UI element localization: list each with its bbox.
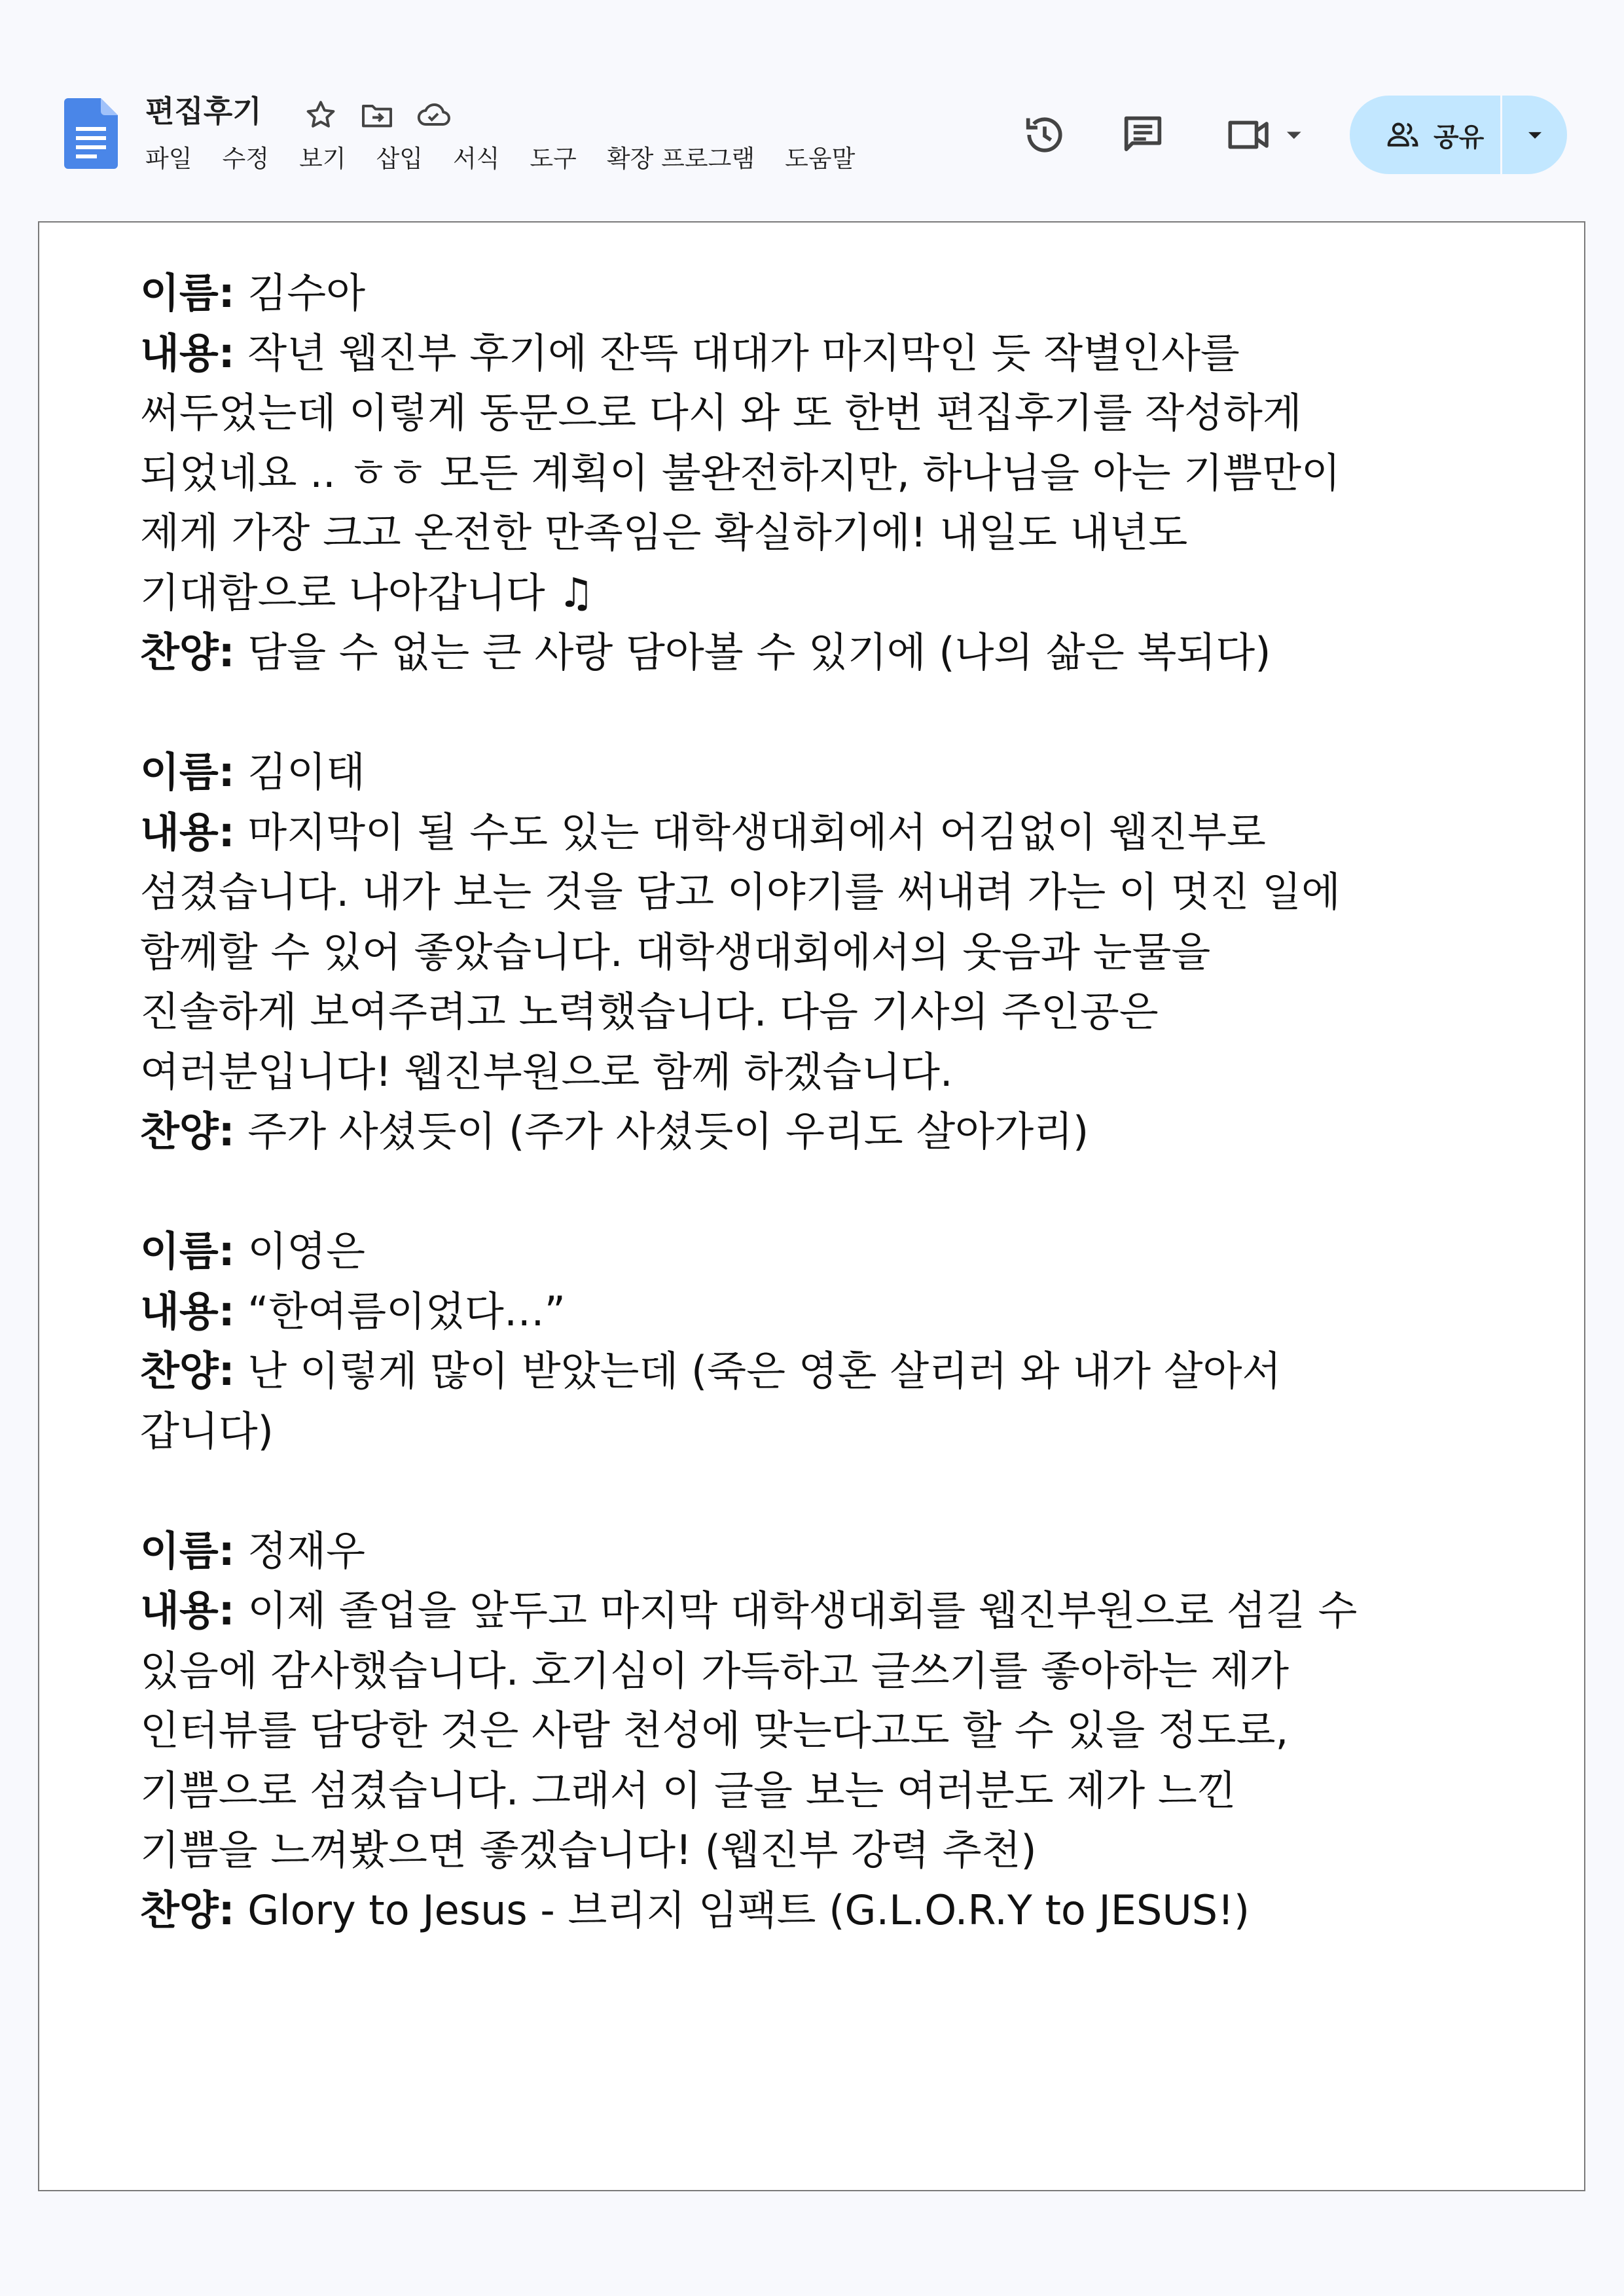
- content-text: 기대함으로 나아갑니다 ♫: [140, 568, 594, 617]
- song-label: 찬양:: [140, 1347, 235, 1395]
- share-button-group: [1350, 96, 1567, 174]
- docs-logo-icon[interactable]: [64, 98, 118, 169]
- comments-button[interactable]: [1118, 110, 1168, 160]
- content-label: 내용:: [140, 808, 235, 856]
- entry-name: 김수아: [247, 269, 365, 317]
- entry-content-line: [140, 1282, 1528, 1342]
- content-text: 써두었는데 이렇게 동문으로 다시 와 또 한번 편집후기를 작성하게: [140, 389, 1302, 437]
- document-body[interactable]: [140, 263, 1528, 1940]
- entry-name-line: [140, 1221, 1528, 1282]
- blank-line: [140, 1162, 1528, 1222]
- menu-item-extensions[interactable]: 확장 프로그램: [606, 145, 755, 173]
- entry-content-line: [140, 323, 1528, 384]
- content-text: 인터뷰를 담당한 것은 사람 천성에 맞는다고도 할 수 있을 정도로,: [140, 1706, 1289, 1754]
- version-history-icon: [1020, 110, 1070, 160]
- entry-content-line: [140, 802, 1528, 863]
- blank-line: [140, 1461, 1528, 1521]
- content-text: 여러분입니다! 웹진부원으로 함께 하겠습니다.: [140, 1047, 953, 1096]
- menu-item-view[interactable]: 보기: [298, 145, 346, 173]
- song-text: 갑니다): [140, 1407, 274, 1455]
- blank-line: [140, 683, 1528, 743]
- name-label: 이름:: [140, 1227, 235, 1275]
- song-label: 찬양:: [140, 628, 235, 676]
- share-button[interactable]: [1350, 96, 1500, 174]
- entry-name: 김이태: [247, 748, 365, 796]
- entry-name-line: [140, 1521, 1528, 1581]
- content-text: 마지막이 될 수도 있는 대학생대회에서 어김없이 웹진부로: [247, 808, 1266, 856]
- entry-name-line: [140, 742, 1528, 802]
- entry-content-line: [140, 1581, 1528, 1641]
- menu-item-edit[interactable]: 수정: [222, 145, 269, 173]
- title-actions: [302, 97, 452, 134]
- document-title[interactable]: 편집후기: [145, 94, 262, 129]
- content-text: 기쁨을 느껴봤으면 좋겠습니다! (웹진부 강력 추천): [140, 1826, 1037, 1874]
- version-history-button[interactable]: [1020, 110, 1070, 160]
- app-header: [0, 0, 1624, 196]
- menu-item-file[interactable]: 파일: [145, 145, 192, 173]
- menu-item-format[interactable]: 서식: [452, 145, 500, 173]
- content-text: 진솔하게 보여주려고 노력했습니다. 다음 기사의 주인공은: [140, 988, 1159, 1035]
- name-label: 이름:: [140, 269, 235, 317]
- content-text: 되었네요 .. ㅎㅎ 모든 계획이 불완전하지만, 하나님을 아는 기쁨만이: [140, 448, 1341, 497]
- content-text: 함께할 수 있어 좋았습니다. 대학생대회에서의 웃음과 눈물을: [140, 927, 1211, 976]
- caret-down-icon: [1522, 122, 1548, 148]
- song-label: 찬양:: [140, 1107, 235, 1155]
- share-options-button[interactable]: [1502, 96, 1567, 174]
- menu-item-insert[interactable]: 삽입: [376, 145, 423, 173]
- content-text: 제게 가장 크고 온전한 만족임은 확실하기에! 내일도 내년도: [140, 509, 1188, 556]
- entry-name: 정재우: [247, 1526, 365, 1575]
- move-to-folder-icon[interactable]: [359, 97, 395, 134]
- people-icon: [1385, 117, 1420, 152]
- entry-name-line: [140, 263, 1528, 323]
- content-text: 작년 웹진부 후기에 잔뜩 대대가 마지막인 듯 작별인사를: [247, 329, 1240, 377]
- menu-bar: [145, 143, 885, 175]
- content-text: 이제 졸업을 앞두고 마지막 대학생대회를 웹진부원으로 섬길 수: [247, 1587, 1358, 1634]
- entry-song-line: [140, 1102, 1528, 1162]
- comments-icon: [1118, 110, 1168, 160]
- entry-name: 이영은: [247, 1227, 365, 1275]
- entry-song-line: [140, 622, 1528, 683]
- content-text: “한여름이었다…”: [247, 1287, 566, 1335]
- menu-item-tools[interactable]: 도구: [530, 145, 577, 173]
- content-text: 섬겼습니다. 내가 보는 것을 담고 이야기를 써내려 가는 이 멋진 일에: [140, 868, 1341, 916]
- content-text: 있음에 감사했습니다. 호기심이 가득하고 글쓰기를 좋아하는 제가: [140, 1646, 1290, 1695]
- song-text: 담을 수 없는 큰 사랑 담아볼 수 있기에 (나의 삶은 복되다): [247, 628, 1271, 676]
- meet-button[interactable]: [1224, 110, 1309, 160]
- entry-song-line: [140, 1880, 1528, 1941]
- name-label: 이름:: [140, 748, 235, 796]
- meet-camera-icon: [1224, 110, 1309, 160]
- song-text: Glory to Jesus - 브리지 임팩트 (G.L.O.R.Y to JESUS!): [247, 1886, 1250, 1934]
- menu-item-help[interactable]: 도움말: [785, 145, 856, 173]
- share-label: 공유: [1434, 122, 1485, 152]
- name-label: 이름:: [140, 1526, 235, 1575]
- content-label: 내용:: [140, 1587, 235, 1634]
- song-label: 찬양:: [140, 1886, 235, 1934]
- song-text: 주가 사셨듯이 (주가 사셨듯이 우리도 살아가리): [247, 1107, 1089, 1155]
- document-page[interactable]: [38, 221, 1585, 2191]
- entry-song-line: [140, 1341, 1528, 1401]
- content-label: 내용:: [140, 329, 235, 377]
- star-icon[interactable]: [302, 97, 339, 134]
- cloud-saved-icon[interactable]: [415, 97, 452, 134]
- content-text: 기쁨으로 섬겼습니다. 그래서 이 글을 보는 여러분도 제가 느낀: [140, 1766, 1236, 1814]
- song-text: 난 이렇게 많이 받았는데 (죽은 영혼 살리러 와 내가 살아서: [247, 1347, 1282, 1395]
- content-label: 내용:: [140, 1287, 235, 1335]
